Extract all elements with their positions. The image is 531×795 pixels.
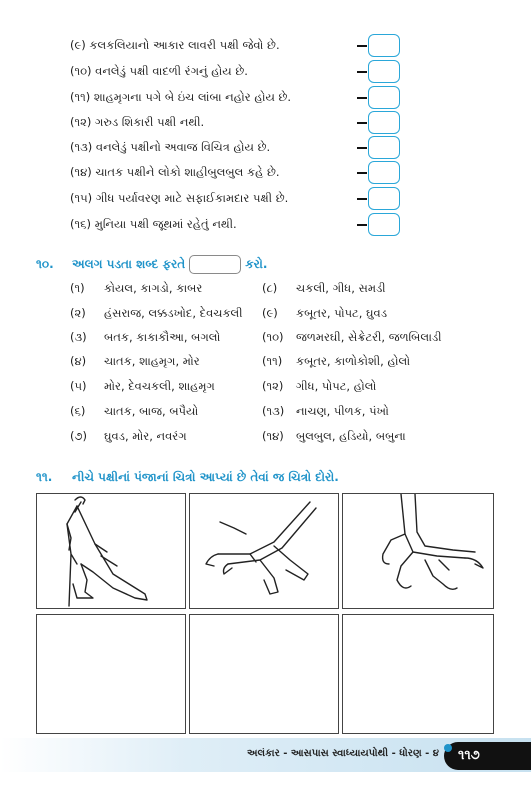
statement-row [70,187,510,211]
question-10-heading [36,255,267,274]
option-words: મોર, દેવચકલી, શાહમૃગ [104,379,215,393]
option-words: બતક, કાકાકૌઆ, બગલો [104,330,221,344]
statement-row [70,111,510,135]
answer-box[interactable] [368,161,400,184]
dash [357,97,367,99]
option-item[interactable] [70,379,215,394]
option-number: (૧૨) [262,379,284,393]
statement-text: (૧૫) ગીધ પર્યાવરણ માટે સફાઈકામદાર પક્ષી છે. [70,191,289,205]
dash [357,198,367,200]
claw-image-panel [189,493,339,609]
statement-row [70,86,510,110]
option-words: ઘુવડ, મોર, નવરંગ [104,429,187,443]
perching-claw-image [190,494,337,607]
statement-text: (૧૪) ચાતક પક્ષીને લોકો શાહીબુલબુલ કહે છે. [70,165,280,179]
option-item[interactable] [262,354,410,369]
question-text-after: કરો. [245,257,268,271]
drawing-area[interactable] [36,614,186,734]
page-number-dot [444,744,452,752]
option-number: (૧૪) [262,429,284,443]
option-item[interactable] [262,281,386,296]
drawing-area[interactable] [342,614,494,734]
option-number: (૧૩) [262,404,285,418]
option-number: (૨) [70,306,86,320]
option-words: ગીધ, પોપટ, હોલો [296,379,377,393]
question-text-before: અલગ પડતા શબ્દ ફરતે [72,257,186,271]
answer-box[interactable] [368,86,400,109]
option-words: બુલબુલ, હડિયો, બબુના [296,429,406,443]
option-item[interactable] [70,330,220,345]
option-words: નાચણ, પીળક, પંખો [296,404,389,418]
option-item[interactable] [262,404,389,419]
raptor-claw-image [343,494,492,607]
answer-box[interactable] [368,60,400,83]
answer-box[interactable] [368,34,400,57]
claw-image-panel [36,493,186,609]
question-text: નીચે પક્ષીનાં પંજાનાં ચિત્રો આપ્યાં છે તેવાં જ ચિત્રો દોરો. [72,470,339,484]
dash [357,45,367,47]
option-item[interactable] [70,429,187,444]
statement-row [70,60,510,84]
option-words: ચકલી, ગીધ, સમડી [296,281,386,295]
circle-example-box [189,255,241,274]
question-number: ૧૧. [36,470,53,484]
statement-text: (૧૬) મુનિયા પક્ષી જૂથમાં રહેતું નથી. [70,217,237,231]
option-words: જળમરઘી, સેક્રેટરી, જળબિલાડી [296,330,442,344]
option-item[interactable] [262,306,387,321]
option-item[interactable] [262,429,406,444]
statement-text: (૧૧) શાહમૃગના પગે બે ઇંચ લાંબા નહોર હોય છે. [70,90,292,104]
option-number: (૧૧) [262,354,283,368]
option-words: કબૂતર, પોપટ, ઘુવડ [296,306,388,320]
statement-text: (૧૦) વનલેડું પક્ષી વાદળી રંગનું હોય છે. [70,64,248,78]
question-number: ૧૦. [36,257,54,271]
statement-row [70,161,510,185]
option-words: કોયલ, કાગડો, કાબર [104,281,203,295]
option-number: (૬) [70,404,86,418]
claw-image-panel [342,493,494,609]
statement-row [70,34,510,58]
option-words: ચાતક, બાજ, બપૈયો [104,404,199,418]
dash [357,122,367,124]
statement-text: (૯) કલકલિયાનો આકાર લાવરી પક્ષી જેવો છે. [70,38,280,52]
option-item[interactable] [70,404,198,419]
webbed-claw-image [37,494,184,607]
option-number: (૭) [70,429,87,443]
option-item[interactable] [262,330,442,345]
answer-box[interactable] [368,111,400,134]
option-item[interactable] [70,281,202,296]
option-number: (૯) [262,306,278,320]
dash [357,147,367,149]
option-number: (૧૦) [262,330,284,344]
option-words: હંસરાજ, લક્કડખોદ, દેવચકલી [104,306,243,320]
answer-box[interactable] [368,187,400,210]
option-number: (૮) [262,281,278,295]
option-item[interactable] [70,354,200,369]
option-item[interactable] [262,379,376,394]
option-number: (૪) [70,354,87,368]
answer-box[interactable] [368,213,400,236]
answer-box[interactable] [368,136,400,159]
option-number: (૧) [70,281,85,295]
option-words: કબૂતર, કાળોકોશી, હોલો [296,354,411,368]
statement-row [70,136,510,160]
page-number: ૧૧૭ [444,742,531,770]
statement-text: (૧૨) ગરુડ શિકારી પક્ષી નથી. [70,115,205,129]
drawing-area[interactable] [189,614,339,734]
dash [357,172,367,174]
option-number: (૩) [70,330,87,344]
option-words: ચાતક, શાહમૃગ, મોર [104,354,200,368]
dash [357,71,367,73]
dash [357,224,367,226]
option-number: (૫) [70,379,87,393]
option-item[interactable] [70,306,243,321]
question-11-heading [36,470,339,485]
statement-text: (૧૩) વનલેડું પક્ષીનો અવાજ વિચિત્ર હોય છે. [70,140,271,154]
footer-text: અલંકાર - આસપાસ સ્વાધ્યાયપોથી - ધોરણ - ૪ [246,748,439,759]
statement-row [70,213,510,237]
